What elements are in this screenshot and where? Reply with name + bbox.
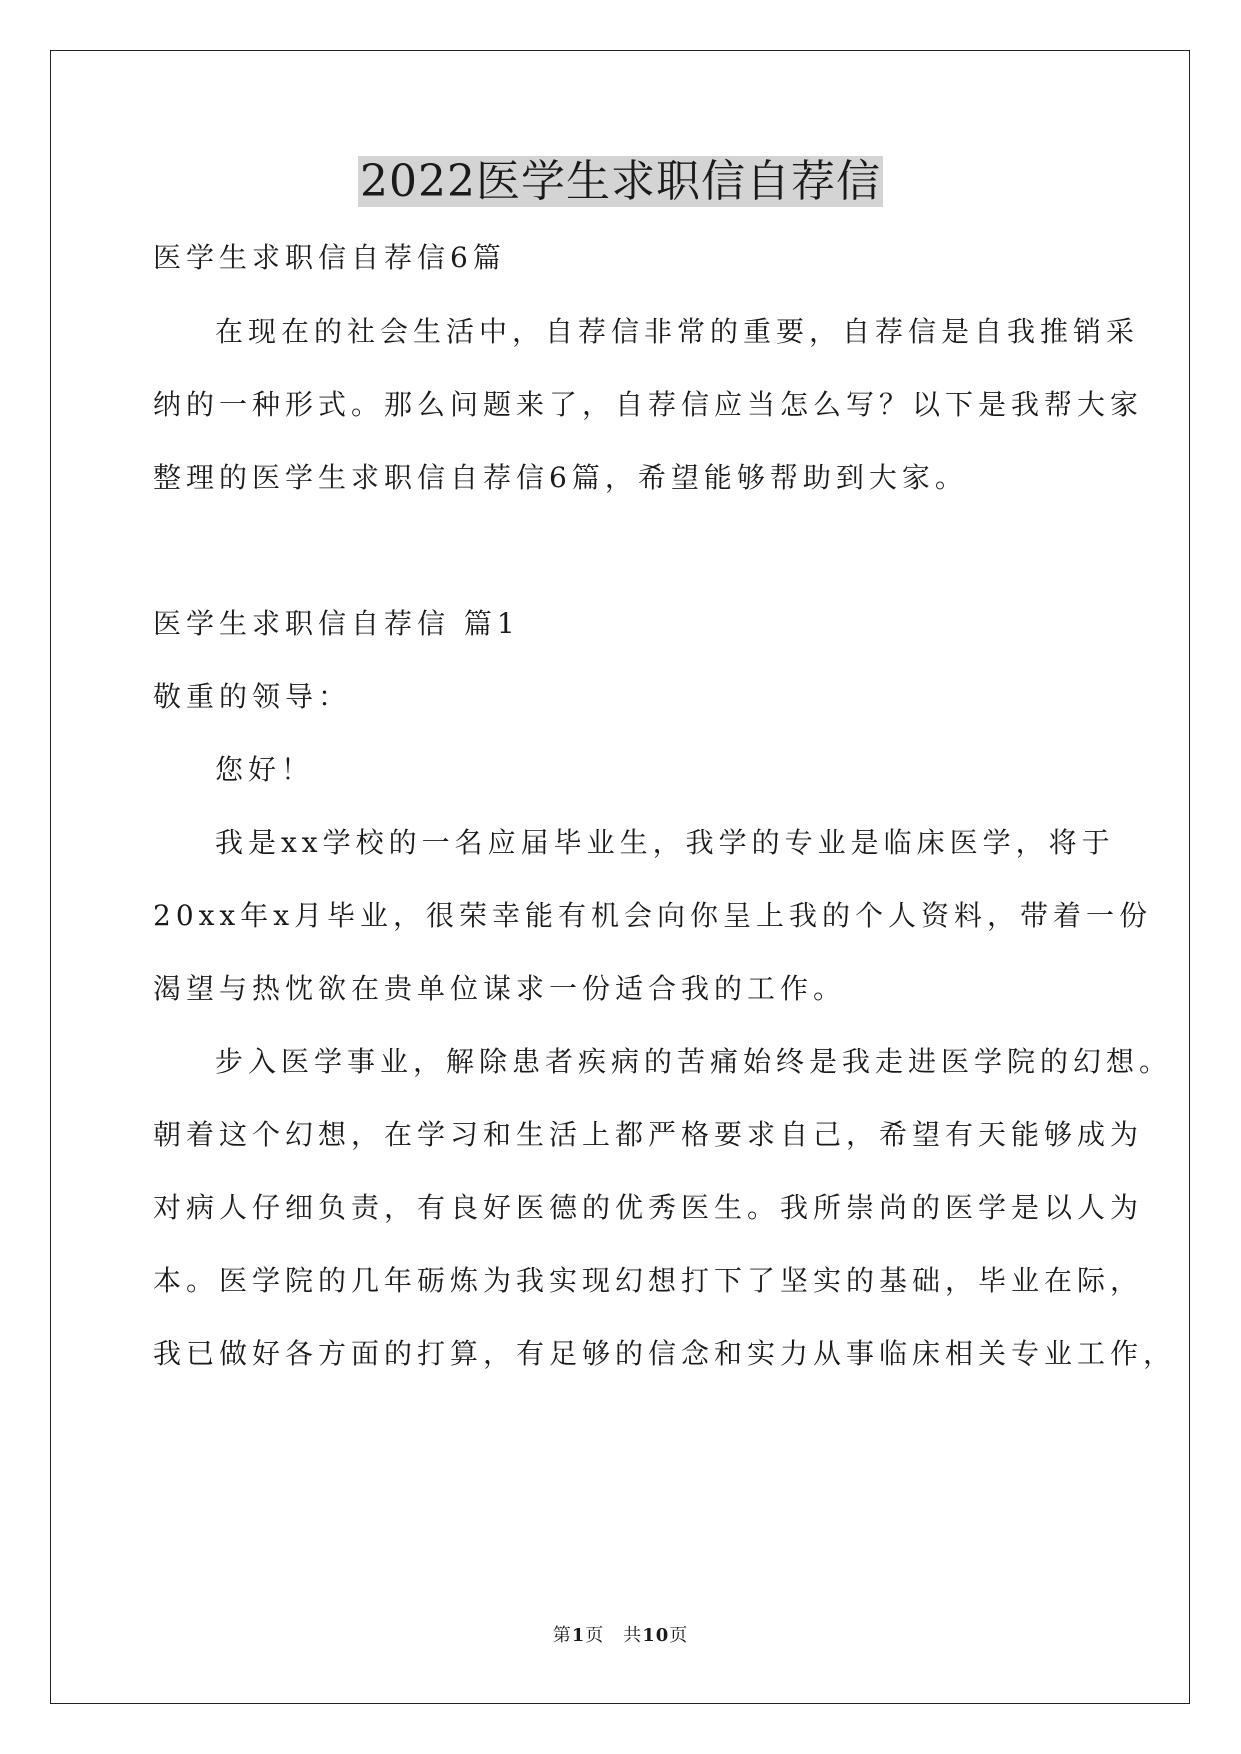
intro-line-1: 在现在的社会生活中，自荐信非常的重要，自荐信是自我推销采 [215, 315, 1140, 348]
greeting: 您好！ [215, 753, 315, 786]
footer-prefix: 第 [552, 1625, 572, 1646]
para2-line-1: 步入医学事业，解除患者疾病的苦痛始终是我走进医学院的幻想。 [215, 1045, 1173, 1078]
para2-line-2: 朝着这个幻想，在学习和生活上都严格要求自己，希望有天能够成为 [153, 1118, 1144, 1151]
footer-suffix: 页 [669, 1625, 689, 1646]
para1-line-3: 渴望与热忱欲在贵单位谋求一份适合我的工作。 [153, 972, 847, 1005]
page-footer [0, 1624, 1241, 1648]
para1-line-2: 20xx年x月毕业，很荣幸能有机会向你呈上我的个人资料，带着一份 [153, 899, 1153, 932]
document-subtitle: 医学生求职信自荐信6篇 [153, 241, 506, 274]
para1-line-1: 我是xx学校的一名应届毕业生，我学的专业是临床医学，将于 [215, 826, 1115, 859]
para2-line-4: 本。医学院的几年砺炼为我实现幻想打下了坚实的基础，毕业在际， [153, 1264, 1144, 1297]
title-text: 2022医学生求职信自荐信 [360, 156, 881, 207]
intro-line-3: 整理的医学生求职信自荐信6篇，希望能够帮助到大家。 [153, 461, 968, 494]
salutation: 敬重的领导： [153, 680, 352, 713]
footer-mid: 页 共 [585, 1625, 643, 1646]
section-heading: 医学生求职信自荐信 篇1 [153, 607, 520, 640]
page-number: 1 [571, 1625, 586, 1646]
para2-line-5: 我已做好各方面的打算，有足够的信念和实力从事临床相关专业工作， [153, 1337, 1177, 1370]
total-pages: 10 [642, 1625, 670, 1646]
page-border [50, 50, 1190, 1704]
para2-line-3: 对病人仔细负责，有良好医德的优秀医生。我所崇尚的医学是以人为 [153, 1191, 1144, 1224]
page-title [0, 150, 1241, 214]
intro-line-2: 纳的一种形式。那么问题来了，自荐信应当怎么写？以下是我帮大家 [153, 388, 1144, 421]
